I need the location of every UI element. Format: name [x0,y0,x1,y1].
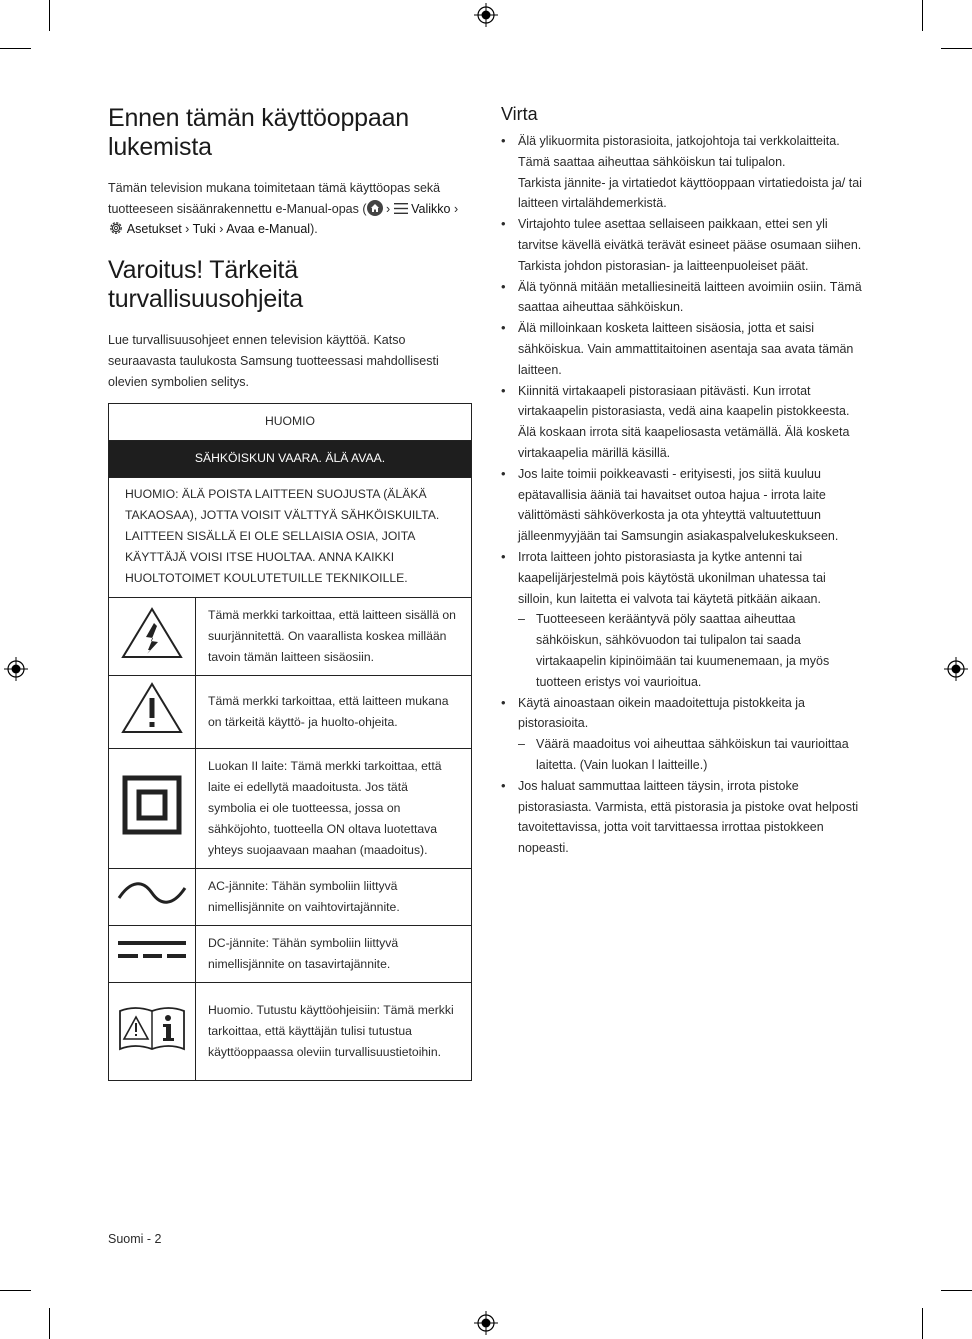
intro-paragraph [108,178,472,240]
list-item [501,131,863,214]
list-item [501,547,863,693]
class-ii-square-icon [122,775,182,835]
row-text: AC-jännite: Tähän symboliin liittyvä nimellisjännite on vaihtovirtajännite. [196,868,472,925]
table-row [109,868,472,925]
crop-mark [941,1290,972,1291]
dc-lines-icon [116,938,188,962]
table-row [109,597,472,675]
right-column [501,104,863,859]
title-line: turvallisuusohjeita [108,284,303,313]
sub-list [518,734,863,776]
table-row [109,925,472,982]
section-title-safety [108,256,472,314]
crop-mark [922,0,923,31]
crop-mark [49,0,50,31]
chevron-right-icon: › [219,222,224,236]
bullet-text: Käytä ainoastaan oikein maadoitettuja pistokkeita ja pistorasioita. [518,695,805,731]
section-title-before-reading [108,104,472,162]
table-warning-text: HUOMIO: ÄLÄ POISTA LAITTEEN SUOJUSTA (ÄLÄKÄ TAKAOSAA), JOTTA VOISIT VÄLTTYÄ SÄHKÖISKUILTA. LAITTEEN SISÄLLÄ EI OLE SELLAISIA OSIA, JOITA KÄYTTÄJÄ VOISI ITSE HUOLTAA. ANNA KAIKKI HUOLTOTOIMET KOULUTETUILLE TEKNIKOILLE. [109,477,472,597]
exclamation-triangle-icon [120,681,184,735]
row-text: Tämä merkki tarkoittaa, että laitteen sisällä on suurjännitettä. On vaarallista koskea millään tavoin tämän laitteen sisäosiin. [196,597,472,675]
crop-mark [0,1290,31,1291]
settings-label: Asetukset [126,222,182,236]
icon-cell [109,925,196,982]
icon-cell [109,868,196,925]
lightning-triangle-icon [120,606,184,660]
table-row [109,675,472,748]
bullet-text: Irrota laitteen johto pistorasiasta ja kytke antenni tai kaapelijärjestelmä pois käytöstä ukonilman uhatessa tai silloin, kun laitetta ei valvota tai käytetä pitkään aikaan. [518,549,826,606]
chevron-right-icon: › [453,201,459,216]
power-heading: Virta [501,104,538,124]
row-text: Huomio. Tutustu käyttöohjeisiin: Tämä merkki tarkoittaa, että käyttäjän tulisi tutustua käyttöoppaassa oleviin turvallisuustietoihin. [196,982,472,1080]
table-danger-banner: SÄHKÖISKUN VAARA. ÄLÄ AVAA. [109,440,472,477]
row-text: Luokan II laite: Tämä merkki tarkoittaa, että laite ei edellytä maadoitusta. Jos tätä symbolia ei ole tuotteessa, jossa on sähköjohto, tuotteella ON oltava luotettava yhteys suojaavaan maahan (maadoitus). [196,748,472,868]
table-row [109,748,472,868]
title-line: Varoitus! Tärkeitä [108,255,299,284]
menu-icon [394,203,408,214]
title-line: lukemista [108,133,212,161]
list-item: • Älä milloinkaan kosketa laitteen sisäosia, jotta et saisi sähköiskua. Vain ammattitaitoinen asentaja saa avata tämän laitteen. [501,318,863,380]
title-line: Ennen tämän käyttöoppaan [108,104,409,132]
symbol-table [108,403,472,1081]
ac-wave-icon [116,878,188,908]
table-row [109,982,472,1080]
list-item: • Kiinnitä virtakaapeli pistorasiaan pitävästi. Kun irrotat virtakaapelin pistorasiasta, vedä aina kaapelin pistokkeesta. Älä koskaan irrota sitä kaapeliosasta vetämällä. Älä kosketa virtakaapelia märillä käsillä. [501,381,863,464]
open-emanual-label: Avaa e-Manual [226,222,311,236]
row-text: Tämä merkki tarkoittaa, että laitteen mukana on tärkeitä käyttö- ja huolto-ohjeita. [196,675,472,748]
intro-text: Tämän television mukana toimitetaan tämä käyttöopas sekä tuotteeseen sisäänrakennettu e-Manual-opas ( [108,181,441,216]
table-header-caution: HUOMIO [109,403,472,440]
sub-list [518,609,863,692]
list-item: • Jos laite toimii poikkeavasti - erityisesti, jos siitä kuuluu epätavallisia ääniä tai havaitset outoa hajua - irrota laite välittömästi sähköverkosta ja ota yhteyttä valtuutettuun jälleenmyyjään tai Samsungin asiakaspalvelukeskukseen. [501,464,863,547]
chevron-right-icon: › [385,201,391,216]
list-item: • Älä työnnä mitään metalliesineitä laitteen avoimiin osiin. Tämä saattaa aiheuttaa sähköiskun. [501,277,863,319]
chevron-right-icon: › [185,222,190,236]
list-item [501,693,863,776]
crop-mark [922,1308,923,1339]
registration-mark-icon [944,657,968,681]
safety-lead-paragraph: Lue turvallisuusohjeet ennen television käyttöä. Katso seuraavasta taulukosta Samsung tuotteessasi mahdollisesti olevien symbolien selitys. [108,332,439,389]
sub-list-item: – Tuotteeseen kerääntyvä pöly saattaa aiheuttaa sähköiskun, sähkövuodon tai tulipalon tai saada virtakaapelin kipinöimään tai kuumenemaan, ja myös tuotteen eristys voi vaurioitua. [518,609,863,692]
power-bullet-list [501,131,863,859]
icon-cell [109,675,196,748]
crop-mark [0,48,31,49]
crop-mark [49,1308,50,1339]
sub-list-item: – Väärä maadoitus voi aiheuttaa sähköiskun tai vaurioittaa laitetta. (Vain luokan l laitteille.) [518,734,863,776]
home-icon [367,200,383,216]
left-column [108,104,472,1081]
icon-cell [109,748,196,868]
menu-label: Valikko [411,201,451,216]
row-text: DC-jännite: Tähän symboliin liittyvä nimellisjännite on tasavirtajännite. [196,925,472,982]
registration-mark-icon [4,657,28,681]
intro-end: ). [310,222,318,236]
list-item: • Jos haluat sammuttaa laitteen täysin, irrota pistoke pistorasiasta. Varmista, että pistorasia ja pistoke ovat helposti tavoitettavissa, jotta voit tarvittaessa irrottaa pistokkeen nopeasti. [501,776,863,859]
manual-info-icon [117,1003,187,1053]
icon-cell [109,982,196,1080]
bullet-text: Älä ylikuormita pistorasioita, jatkojohtoja tai verkkolaitteita. Tämä saattaa aiheuttaa sähköiskun tai tulipalon. [518,134,840,169]
list-item: • Virtajohto tulee asettaa sellaiseen paikkaan, ettei sen yli tarvitse kävellä eivätkä terävät esineet pääse osumaan siihen. Tarkista johdon pistorasian- ja laitteenpuoleiset päät. [501,214,863,276]
icon-cell [109,597,196,675]
page-footer: Suomi - 2 [108,1232,162,1246]
bullet-continuation: Tarkista jännite- ja virtatiedot käyttöoppaan virtatiedoista ja/ tai laitteen virtalähdemerkistä. [518,175,862,211]
registration-mark-icon [474,3,498,27]
support-label: Tuki [192,222,216,236]
crop-mark [941,48,972,49]
gear-icon [108,220,124,236]
registration-mark-icon [474,1311,498,1335]
